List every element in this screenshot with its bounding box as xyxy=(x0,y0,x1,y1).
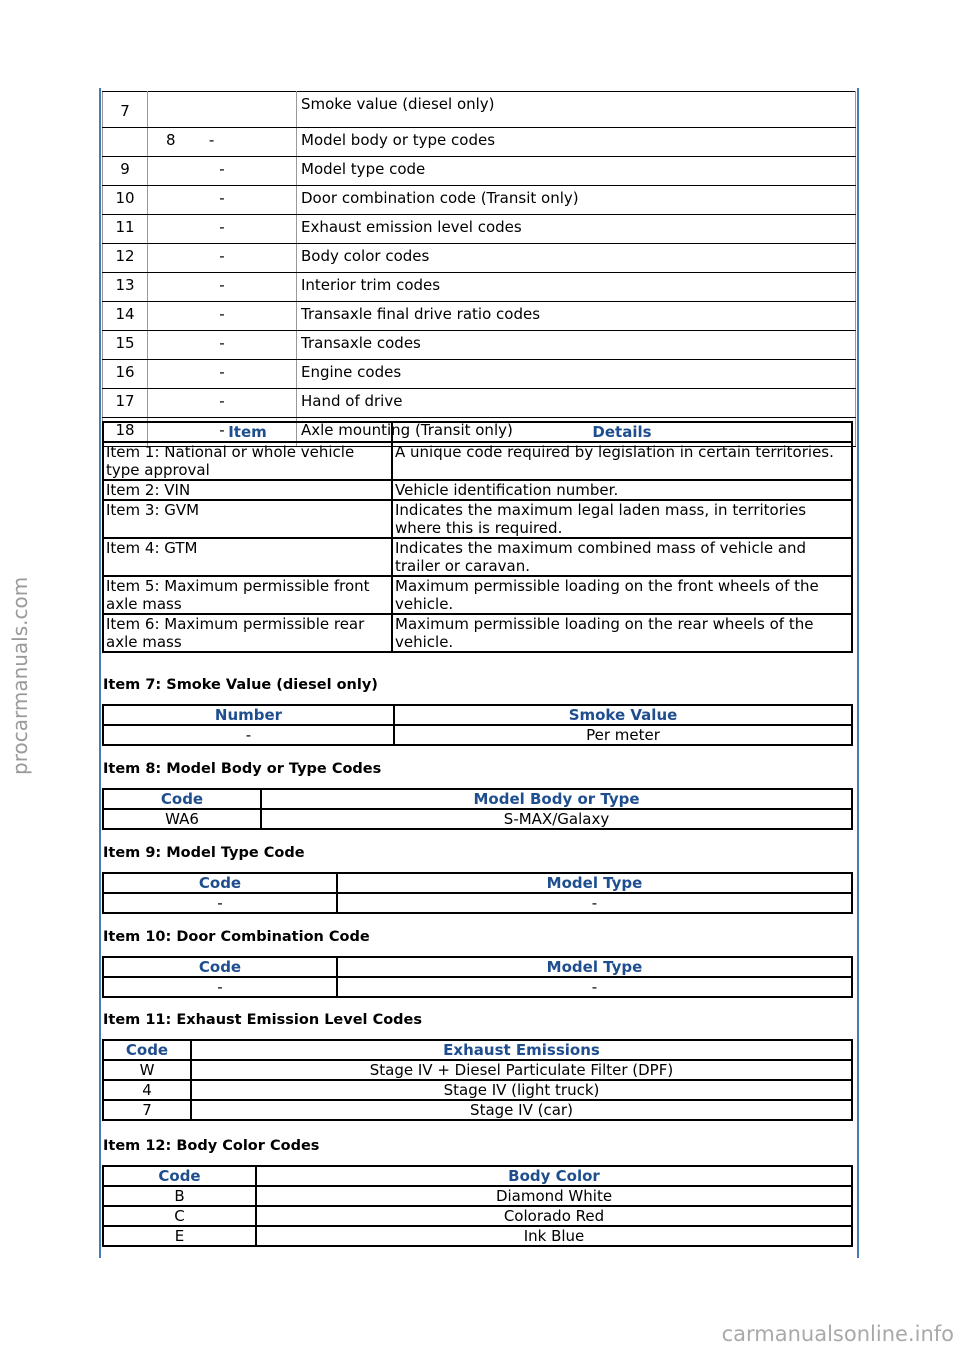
item-cell: Item 4: GTM xyxy=(103,538,392,576)
legend-desc: Axle mounting (Transit only) xyxy=(297,418,856,447)
legend-row xyxy=(103,215,856,244)
emission-cell: Stage IV (light truck) xyxy=(191,1080,852,1100)
legend-dash: - xyxy=(148,302,297,331)
table-header-row xyxy=(103,705,852,725)
table-row xyxy=(103,538,852,576)
item-cell: Item 6: Maximum permissible rear axle mass xyxy=(103,614,392,652)
table-header-row xyxy=(103,1166,852,1186)
legend-num: 9 xyxy=(103,157,148,186)
table-row xyxy=(103,500,852,538)
header-details: Details xyxy=(392,422,852,442)
header-code: Code xyxy=(103,1040,191,1060)
legend-dash: - xyxy=(148,360,297,389)
legend-row xyxy=(103,157,856,186)
legend-desc: Model type code xyxy=(297,157,856,186)
body-type-heading: Item 8: Model Body or Type Codes xyxy=(103,761,382,777)
body-color-heading: Item 12: Body Color Codes xyxy=(103,1138,320,1154)
legend-num: 16 xyxy=(103,360,148,389)
legend-row xyxy=(103,302,856,331)
details-cell: Vehicle identification number. xyxy=(392,480,852,500)
item-cell: Item 3: GVM xyxy=(103,500,392,538)
smoke-value-table xyxy=(102,704,853,746)
body-color-table xyxy=(102,1165,853,1247)
header-code: Code xyxy=(103,1166,256,1186)
legend-desc: Body color codes xyxy=(297,244,856,273)
header-code: Code xyxy=(103,873,337,893)
legend-dash: - xyxy=(148,331,297,360)
item-details-table xyxy=(102,421,853,653)
legend-dash: - xyxy=(148,215,297,244)
model-body-cell: S-MAX/Galaxy xyxy=(261,809,852,829)
legend-row xyxy=(103,360,856,389)
legend-num: 11 xyxy=(103,215,148,244)
table-row xyxy=(103,1186,852,1206)
legend-dash: - xyxy=(148,186,297,215)
legend-row xyxy=(103,389,856,418)
legend-row xyxy=(103,128,856,157)
legend-num: 17 xyxy=(103,389,148,418)
table-row xyxy=(103,480,852,500)
code-cell: - xyxy=(103,893,337,913)
legend-dash: - xyxy=(148,273,297,302)
legend-num: 15 xyxy=(103,331,148,360)
emission-heading: Item 11: Exhaust Emission Level Codes xyxy=(103,1012,423,1028)
table-row xyxy=(103,893,852,913)
legend-row xyxy=(103,331,856,360)
table-header-row xyxy=(103,789,852,809)
header-model-type: Model Type xyxy=(337,957,852,977)
item-cell: Item 5: Maximum permissible front axle mass xyxy=(103,576,392,614)
page-frame-right xyxy=(857,88,859,1258)
legend-desc: Transaxle codes xyxy=(297,331,856,360)
table-row xyxy=(103,1060,852,1080)
header-model-body: Model Body or Type xyxy=(261,789,852,809)
item-cell: Item 2: VIN xyxy=(103,480,392,500)
table-row xyxy=(103,576,852,614)
legend-dash: - xyxy=(148,418,297,447)
code-cell: W xyxy=(103,1060,191,1080)
table-row xyxy=(103,809,852,829)
header-body-color: Body Color xyxy=(256,1166,852,1186)
table-header-row xyxy=(103,422,852,442)
number-cell: - xyxy=(103,725,394,745)
details-cell: A unique code required by legislation in certain territories. xyxy=(392,442,852,480)
table-row xyxy=(103,977,852,997)
body-color-cell: Diamond White xyxy=(256,1186,852,1206)
table-row xyxy=(103,1080,852,1100)
model-type-cell: - xyxy=(337,977,852,997)
code-cell: - xyxy=(103,977,337,997)
legend-dash xyxy=(148,92,297,128)
legend-row xyxy=(103,273,856,302)
code-cell: B xyxy=(103,1186,256,1206)
table-row xyxy=(103,614,852,652)
legend-table xyxy=(102,91,856,447)
legend-num xyxy=(103,128,148,157)
door-combination-table xyxy=(102,956,853,998)
item-cell: Item 1: National or whole vehicle type approval xyxy=(103,442,392,480)
details-cell: Indicates the maximum legal laden mass, in territories where this is required. xyxy=(392,500,852,538)
door-combination-heading: Item 10: Door Combination Code xyxy=(103,929,370,945)
smoke-value-cell: Per meter xyxy=(394,725,852,745)
code-cell: E xyxy=(103,1226,256,1246)
legend-desc: Transaxle final drive ratio codes xyxy=(297,302,856,331)
legend-desc: Exhaust emission level codes xyxy=(297,215,856,244)
details-cell: Maximum permissible loading on the rear wheels of the vehicle. xyxy=(392,614,852,652)
table-header-row xyxy=(103,1040,852,1060)
legend-desc: Smoke value (diesel only) xyxy=(297,92,856,128)
legend-num: 7 xyxy=(103,92,148,128)
emission-cell: Stage IV + Diesel Particulate Filter (DPF) xyxy=(191,1060,852,1080)
legend-desc: Model body or type codes xyxy=(297,128,856,157)
table-row xyxy=(103,1226,852,1246)
legend-num: 14 xyxy=(103,302,148,331)
page-frame-left xyxy=(99,88,101,1258)
legend-num: 12 xyxy=(103,244,148,273)
emission-cell: Stage IV (car) xyxy=(191,1100,852,1120)
header-code: Code xyxy=(103,789,261,809)
body-color-cell: Ink Blue xyxy=(256,1226,852,1246)
model-type-cell: - xyxy=(337,893,852,913)
legend-row xyxy=(103,244,856,273)
legend-num: 13 xyxy=(103,273,148,302)
table-row xyxy=(103,1100,852,1120)
legend-desc: Door combination code (Transit only) xyxy=(297,186,856,215)
bottom-watermark: carmanualsonline.info xyxy=(721,1322,954,1346)
code-cell: 4 xyxy=(103,1080,191,1100)
code-cell: 7 xyxy=(103,1100,191,1120)
details-cell: Indicates the maximum combined mass of vehicle and trailer or caravan. xyxy=(392,538,852,576)
model-type-table xyxy=(102,872,853,914)
body-color-cell: Colorado Red xyxy=(256,1206,852,1226)
model-type-heading: Item 9: Model Type Code xyxy=(103,845,305,861)
table-row xyxy=(103,1206,852,1226)
header-code: Code xyxy=(103,957,337,977)
code-cell: C xyxy=(103,1206,256,1226)
header-exhaust-emissions: Exhaust Emissions xyxy=(191,1040,852,1060)
legend-num: 10 xyxy=(103,186,148,215)
smoke-heading: Item 7: Smoke Value (diesel only) xyxy=(103,677,378,693)
table-header-row xyxy=(103,873,852,893)
emission-table xyxy=(102,1039,853,1121)
code-cell: WA6 xyxy=(103,809,261,829)
details-cell: Maximum permissible loading on the front wheels of the vehicle. xyxy=(392,576,852,614)
table-header-row xyxy=(103,957,852,977)
legend-dash: - xyxy=(148,244,297,273)
legend-row xyxy=(103,186,856,215)
legend-desc: Interior trim codes xyxy=(297,273,856,302)
legend-dash: - xyxy=(148,157,297,186)
table-row xyxy=(103,725,852,745)
body-type-table xyxy=(102,788,853,830)
legend-desc: Engine codes xyxy=(297,360,856,389)
header-model-type: Model Type xyxy=(337,873,852,893)
legend-row xyxy=(103,92,856,128)
legend-dash: - xyxy=(148,389,297,418)
legend-dash: 8 - xyxy=(148,128,297,157)
table-row xyxy=(103,442,852,480)
side-watermark: procarmanuals.com xyxy=(8,576,32,775)
legend-num: 18 xyxy=(103,418,148,447)
header-number: Number xyxy=(103,705,394,725)
header-item: Item xyxy=(103,422,392,442)
legend-desc: Hand of drive xyxy=(297,389,856,418)
header-smoke-value: Smoke Value xyxy=(394,705,852,725)
